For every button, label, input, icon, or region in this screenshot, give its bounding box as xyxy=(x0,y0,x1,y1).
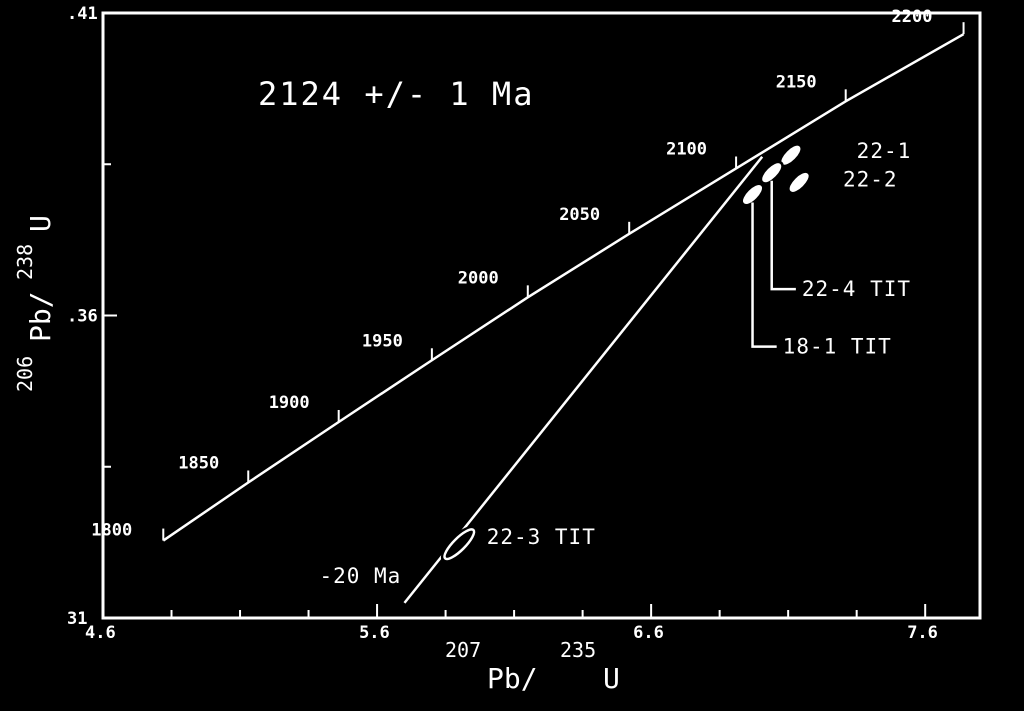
y-tick-label: .41 xyxy=(67,4,98,24)
y-tick-label: .36 xyxy=(67,306,98,327)
age-label: 1850 xyxy=(178,453,220,474)
age-label: 1900 xyxy=(268,392,310,413)
x-axis-label-sup2: 235 xyxy=(560,638,597,662)
sample-label: 22-2 xyxy=(842,167,898,192)
lower-intercept-label: -20 Ma xyxy=(319,563,402,588)
sample-gap xyxy=(435,520,483,568)
sample-label: 18-1 TIT xyxy=(782,334,892,359)
y-axis-label-sup2: 238 xyxy=(13,243,37,280)
y-axis-label xyxy=(13,215,57,392)
x-tick-label: 5.6 xyxy=(359,623,390,643)
sample-label: 22-4 TIT xyxy=(801,277,912,302)
x-axis-label-sup1: 207 xyxy=(445,638,482,662)
sample-leader xyxy=(772,181,796,289)
x-axis-label-base1: Pb/ xyxy=(487,662,538,695)
x-axis-ticks xyxy=(85,604,938,643)
y-axis-label-base1: Pb/ xyxy=(24,291,57,342)
age-label: 2000 xyxy=(457,268,499,289)
x-axis-label xyxy=(445,638,620,695)
sample-ellipses xyxy=(435,139,911,568)
x-tick-label: 7.6 xyxy=(907,623,938,643)
age-label: 2150 xyxy=(775,72,817,93)
age-label: 2200 xyxy=(891,7,933,28)
age-label: 2050 xyxy=(559,204,601,225)
sample-label: 22-1 xyxy=(856,139,912,164)
chart-title: 2124 +/- 1 Ma xyxy=(258,75,535,113)
y-axis-label-base2: U xyxy=(24,215,57,232)
age-label: 2100 xyxy=(666,139,708,160)
y-axis-label-sup1: 206 xyxy=(13,355,37,392)
sample-label: 22-3 TIT xyxy=(486,525,596,550)
x-tick-label: 4.6 xyxy=(85,623,116,643)
age-label: 1800 xyxy=(91,520,133,541)
x-axis-label-base2: U xyxy=(603,662,620,695)
y-tick-label: 31 xyxy=(67,609,88,629)
x-tick-label: 6.6 xyxy=(633,623,664,643)
age-label: 1950 xyxy=(361,331,403,352)
sample-leader xyxy=(753,203,777,347)
